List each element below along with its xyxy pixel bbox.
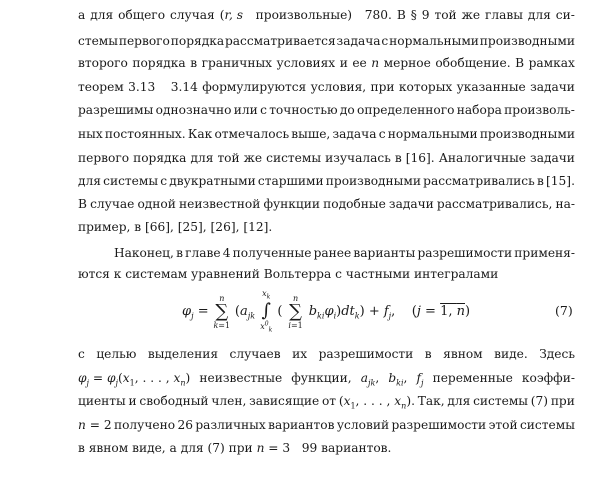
w: с — [260, 103, 267, 117]
w: задача — [332, 127, 377, 141]
w: с — [78, 347, 85, 361]
w: разрешимости — [391, 418, 487, 432]
w: в — [536, 174, 544, 188]
w: той — [434, 8, 457, 22]
w: задачи — [530, 80, 575, 94]
w: варианты — [353, 246, 416, 260]
w: задачи — [388, 197, 434, 211]
w: для — [527, 8, 551, 22]
w: от — [321, 394, 337, 408]
w: Как — [187, 127, 213, 141]
w: различных — [195, 418, 266, 432]
w: обобщение. — [435, 56, 511, 70]
text-line-3 — [78, 56, 575, 70]
w: В — [78, 197, 87, 211]
w: которых — [398, 80, 453, 94]
w: явном — [443, 347, 483, 361]
w: циенты — [78, 394, 126, 408]
w: получено — [113, 418, 176, 432]
w: мерное — [383, 56, 431, 70]
w: однозначно — [155, 103, 232, 117]
w: разрешимости — [417, 246, 513, 260]
w: набора — [456, 103, 502, 117]
w: случае — [90, 197, 135, 211]
w: двукратными — [169, 174, 256, 188]
w: точностью — [269, 103, 338, 117]
text-line-16 — [78, 418, 575, 432]
w: их — [292, 347, 308, 361]
w: указанные — [456, 80, 526, 94]
w: свободный — [139, 394, 209, 408]
w: 9 — [421, 8, 430, 22]
w: главе — [185, 246, 221, 260]
w: же — [243, 151, 263, 165]
w: В — [515, 56, 525, 70]
w: с — [381, 34, 389, 48]
w: неизвестной — [179, 197, 261, 211]
w: системы — [519, 418, 575, 432]
w: при — [550, 394, 575, 408]
w: Так, — [417, 394, 445, 408]
w: постоянных. — [104, 127, 186, 141]
w: рассматривались — [423, 174, 535, 188]
w: на- — [555, 197, 575, 211]
w: n = 2 — [78, 418, 112, 432]
w: производными — [479, 34, 575, 48]
w: общего — [118, 8, 166, 22]
w: отмечалось — [214, 127, 290, 141]
w: рассматривается — [224, 34, 336, 48]
w: 26 — [177, 418, 193, 432]
w: функции — [263, 197, 321, 211]
w: же — [461, 8, 481, 22]
w: системы — [266, 151, 322, 165]
text-line-10: пример, в [66], [25], [26], [12]. — [78, 220, 273, 234]
w: условия, — [310, 80, 367, 94]
w: для — [78, 174, 101, 188]
w: ных — [78, 127, 103, 141]
w: [16]. — [405, 151, 435, 165]
w: (r, s — [219, 8, 243, 22]
w: n — [371, 56, 380, 70]
w: нормальными — [389, 34, 479, 48]
w: производными — [479, 127, 575, 141]
w: а — [78, 8, 86, 22]
w: в — [176, 246, 183, 260]
text-line-9 — [78, 197, 575, 211]
w: порядка — [133, 151, 187, 165]
equation-7: $\varphi_j$ = n ∑ k=1 ($a_{jk}$ $x_k$ ∫ $x^0_k$ ( n ∑ i=1 $b_{ki}\varphi_i)dt_k) + f_j$, (j = 1, n) — [182, 289, 471, 334]
w: этой — [488, 418, 518, 432]
w: $\varphi_j = \varphi_j(x_1$, . . . , $x_n$) — [78, 371, 191, 388]
w: ($x_1$, . . . , $x_n$). — [338, 394, 415, 411]
w: $a_{jk}$, — [360, 371, 380, 388]
w: старшими — [257, 174, 324, 188]
w: Аналогичные — [438, 151, 527, 165]
w: си- — [555, 8, 575, 22]
text-line-5 — [78, 103, 575, 117]
w: $f_j$ — [416, 371, 424, 388]
w: $b_{ki}$, — [388, 371, 408, 388]
text-line-4 — [78, 80, 575, 94]
w: рамках — [528, 56, 575, 70]
w: производными — [325, 174, 421, 188]
w: для — [90, 8, 114, 22]
text-line-14 — [78, 371, 575, 387]
w: разрешимости — [318, 347, 414, 361]
w: нормальными — [387, 127, 478, 141]
w: виде. — [494, 347, 528, 361]
w: случаев — [229, 347, 281, 361]
w: применя- — [514, 246, 575, 260]
w: главы — [484, 8, 523, 22]
w: рассматривались, — [436, 197, 553, 211]
w: случая — [169, 8, 215, 22]
w: задачи — [530, 151, 575, 165]
w: задача — [336, 34, 381, 48]
w: Здесь — [539, 347, 575, 361]
w: (7) — [530, 394, 549, 408]
w: первого — [118, 34, 170, 48]
w: подобные — [323, 197, 386, 211]
w: или — [233, 103, 258, 117]
w: условий — [336, 418, 390, 432]
w: с — [378, 127, 386, 141]
text-line-12: ются к системам уравнений Вольтерра с частными интегралами — [78, 267, 499, 281]
w: той — [217, 151, 240, 165]
w: полученные — [232, 246, 312, 260]
w: разрешимы — [78, 103, 154, 117]
w: системы — [103, 174, 159, 188]
w: в — [424, 347, 432, 361]
text-line-6 — [78, 127, 575, 141]
w: порядка — [170, 34, 225, 48]
text-line-17: в явном виде, а для (7) при n = 3 99 вариантов. — [78, 441, 392, 455]
w: функции, — [291, 371, 352, 385]
text-line-11 — [114, 246, 575, 260]
w: зависящие — [249, 394, 320, 408]
w: 3.13 3.14 — [128, 80, 198, 94]
w: первого — [78, 151, 130, 165]
text-line-7 — [78, 151, 575, 165]
text-line-2 — [78, 34, 575, 48]
text-line-1 — [78, 8, 575, 22]
sum-symbol: n ∑ k=1 — [213, 293, 231, 330]
w: определенного — [357, 103, 455, 117]
w: условиях — [276, 56, 336, 70]
w: переменные — [432, 371, 513, 385]
w: второго — [78, 56, 128, 70]
w: В — [396, 8, 406, 22]
w: с — [160, 174, 168, 188]
w: вариантов — [268, 418, 335, 432]
w: § — [410, 8, 417, 22]
w: выделения — [147, 347, 219, 361]
integral-symbol: $x_k$ ∫ $x^0_k$ — [260, 289, 273, 334]
w: теорем — [78, 80, 124, 94]
w: одной — [137, 197, 176, 211]
w: и — [339, 56, 348, 70]
w: 780. — [357, 8, 392, 22]
w: в — [190, 56, 198, 70]
w: граничных — [201, 56, 273, 70]
w: выше, — [291, 127, 331, 141]
w: порядка — [132, 56, 186, 70]
w: для — [190, 151, 214, 165]
w: Наконец, — [114, 246, 174, 260]
w: ранее — [313, 246, 352, 260]
w: формулируются — [202, 80, 307, 94]
w: при — [370, 80, 395, 94]
w: до — [339, 103, 355, 117]
w: изучалась — [325, 151, 391, 165]
w: системы — [473, 394, 529, 408]
w: целью — [96, 347, 137, 361]
w: для — [447, 394, 471, 408]
text-line-15 — [78, 394, 575, 410]
w: член, — [211, 394, 247, 408]
w: произволь- — [504, 103, 575, 117]
w: стемы — [78, 34, 118, 48]
w: неизвестные — [199, 371, 283, 385]
sum-symbol-2: n ∑ i=1 — [288, 293, 303, 330]
w: ее — [352, 56, 367, 70]
w: [15]. — [546, 174, 575, 188]
equation-number: (7) — [555, 303, 573, 318]
w: и — [128, 394, 137, 408]
w: в — [394, 151, 402, 165]
w: коэффи- — [521, 371, 575, 385]
text-line-8 — [78, 174, 575, 188]
w: произвольные) — [247, 8, 353, 22]
w: 4 — [222, 246, 231, 260]
text-line-13 — [78, 347, 575, 361]
